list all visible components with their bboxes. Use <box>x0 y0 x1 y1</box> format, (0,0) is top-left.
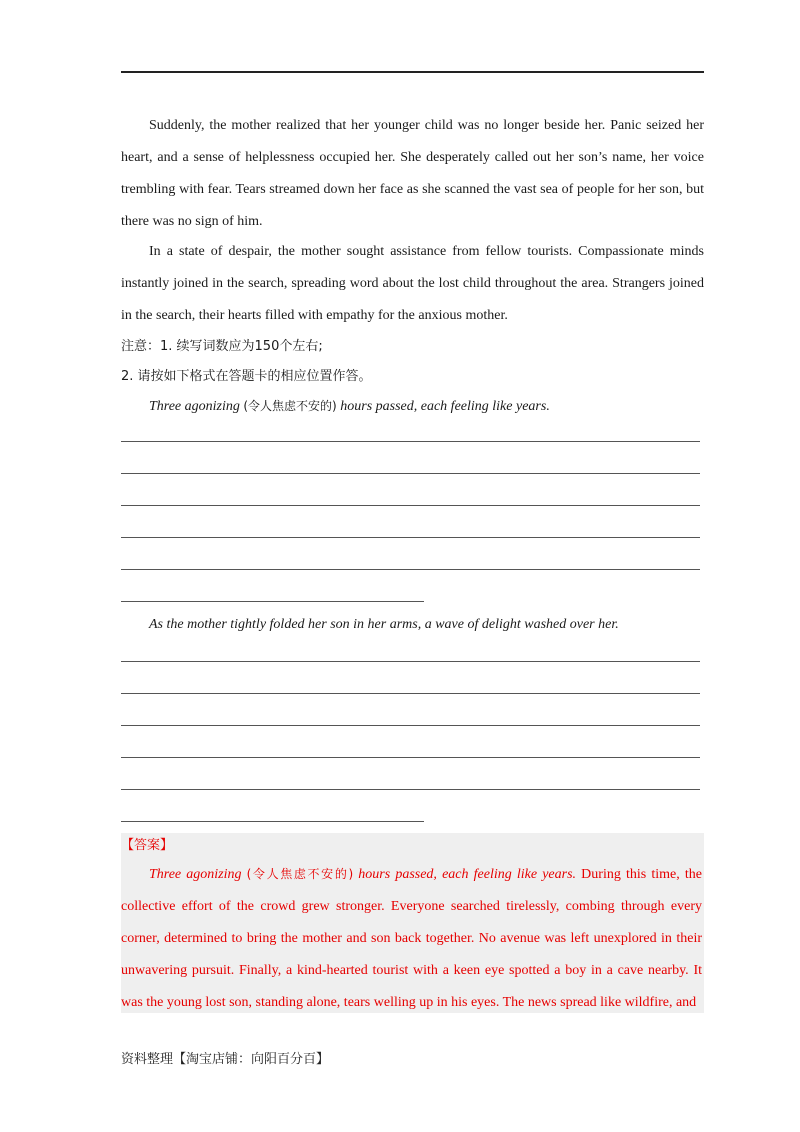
writing-line <box>121 757 700 758</box>
continuation-prompt-1: Three agonizing (令人焦虑不安的) hours passed, each feeling like years. <box>149 399 550 414</box>
writing-line <box>121 789 700 790</box>
writing-line <box>121 441 700 442</box>
writing-line-short <box>121 821 424 822</box>
writing-line <box>121 693 700 694</box>
writing-line <box>121 505 700 506</box>
answer-paragraph <box>121 858 702 1019</box>
writing-line <box>121 473 700 474</box>
writing-line-short <box>121 601 424 602</box>
footer-source: 资料整理【淘宝店铺：向阳百分百】 <box>121 1052 330 1067</box>
passage-paragraph-2: In a state of despair, the mother sought assistance from fellow tourists. Compassionate minds instantly joined in the search, spreading word about the lost child throughout the area. Strangers joined in the search, their hearts filled with empathy for the anxious mother. <box>121 244 704 323</box>
writing-line <box>121 725 700 726</box>
answer-body: During this time, the collective effort of the crowd grew stronger. Everyone searched tirelessly, combing through every corner, determined to bring the mother and son back together. No avenue was left unexplored in their unwavering pursuit. Finally, a kind-hearted tourist with a keen eye spotted a boy in a cave nearby. It was the young lost son, standing alone, tears welling up in his eyes. The news spread like wildfire, and <box>121 867 702 1010</box>
instruction-note-1: 注意：1. 续写词数应为150个左右; <box>121 339 323 354</box>
instruction-note-2: 2. 请按如下格式在答题卡的相应位置作答。 <box>121 369 372 384</box>
writing-line <box>121 569 700 570</box>
writing-line <box>121 537 700 538</box>
continuation-prompt-2: As the mother tightly folded her son in her arms, a wave of delight washed over her. <box>149 617 619 632</box>
answer-opening-sentence: Three agonizing (令人焦虑不安的) hours passed, each feeling like years. <box>149 867 577 882</box>
header-rule <box>121 71 704 73</box>
answer-heading: 【答案】 <box>121 838 174 853</box>
writing-line <box>121 661 700 662</box>
passage-paragraph-1: Suddenly, the mother realized that her younger child was no longer beside her. Panic seized her heart, and a sense of helplessness occupied her. She desperately called out her son’s name, her voice trembling with fear. Tears streamed down her face as she scanned the vast sea of people for her son, but there was no sign of him. <box>121 118 704 229</box>
